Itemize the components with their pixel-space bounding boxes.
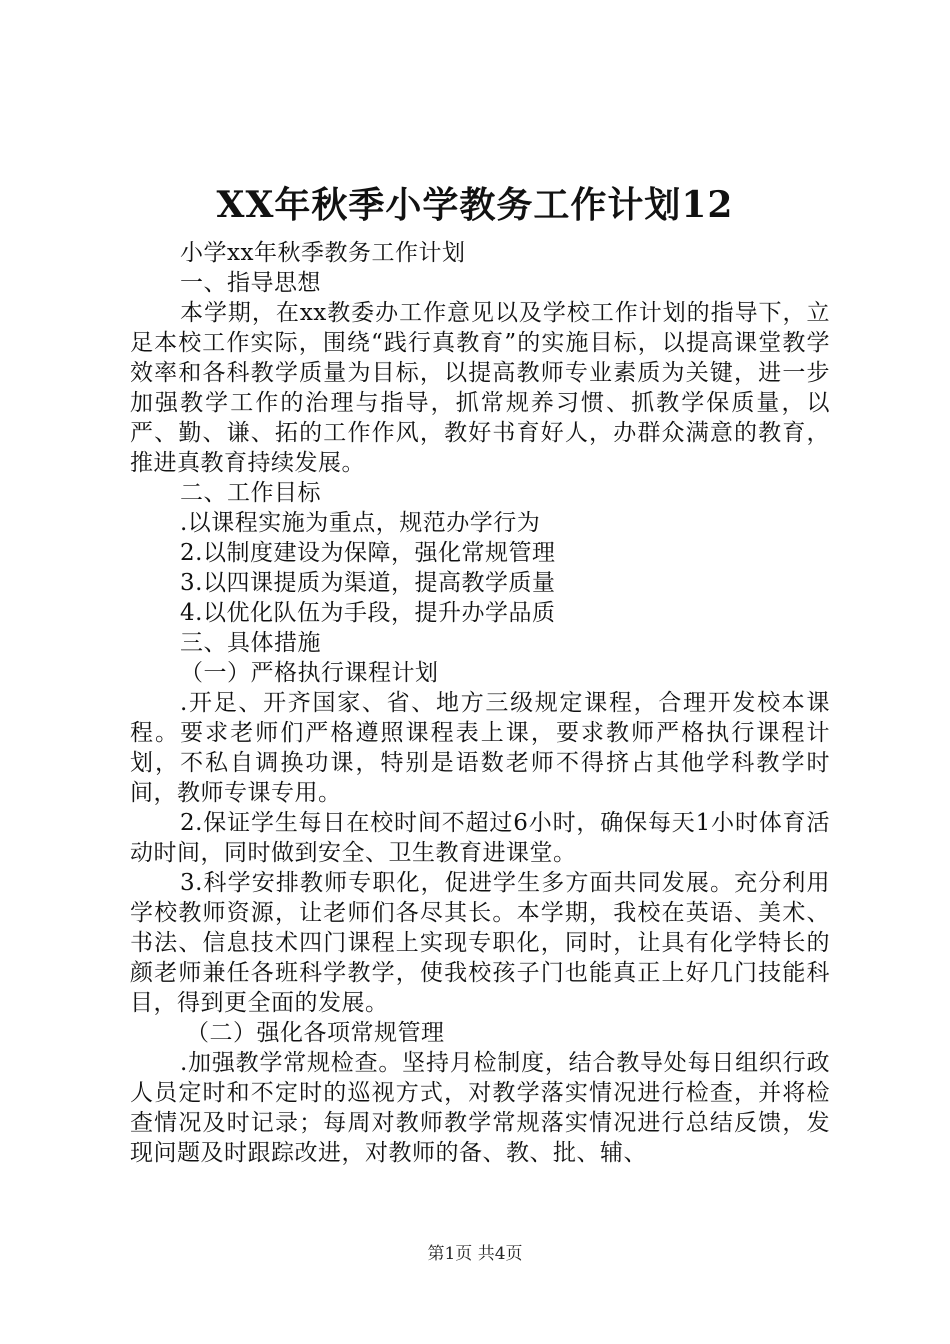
subsection-heading-2: （二）强化各项常规管理 [186, 1020, 445, 1046]
goal-item-4: 4.以优化队伍为手段，提升办学品质 [180, 600, 556, 626]
page-number-footer: 第1页 共4页 [427, 1244, 523, 1264]
section-heading-1: 一、指导思想 [180, 270, 321, 296]
body-paragraph: .加强教学常规检查。坚持月检制度，结合教导处每日组织行政人员定时和不定时的巡视方式，对教学落实情况进行检查，并将检查情况及时记录；每周对教师教学常规落实情况进行总结反馈，发现问题及时跟踪改进，对教师的备、教、批、辅、 [130, 1050, 830, 1166]
goal-item-1: .以课程实施为重点，规范办学行为 [180, 510, 541, 536]
subsection-heading-1: （一）严格执行课程计划 [180, 660, 439, 686]
document-body [130, 238, 830, 1168]
body-paragraph: 3.科学安排教师专职化，促进学生多方面共同发展。充分利用学校教师资源，让老师们各尽其长。本学期，我校在英语、美术、书法、信息技术四门课程上实现专职化，同时，让具有化学特长的颜老师兼任各班科学教学，使我校孩子门也能真正上好几门技能科目，得到更全面的发展。 [130, 870, 830, 1016]
section-heading-2: 二、工作目标 [180, 480, 321, 506]
body-paragraph: 2.保证学生每日在校时间不超过6小时，确保每天1小时体育活动时间，同时做到安全、卫生教育进课堂。 [130, 810, 830, 866]
goal-item-3: 3.以四课提质为渠道，提高教学质量 [180, 570, 556, 596]
body-paragraph: .开足、开齐国家、省、地方三级规定课程，合理开发校本课程。要求老师们严格遵照课程表上课，要求教师严格执行课程计划，不私自调换功课，特别是语数老师不得挤占其他学科教学时间，教师专课专用。 [130, 690, 830, 806]
subtitle-paragraph: 小学xx年秋季教务工作计划 [180, 240, 466, 266]
goal-item-2: 2.以制度建设为保障，强化常规管理 [180, 540, 556, 566]
document-title: XX年秋季小学教务工作计划12 [216, 184, 734, 226]
body-paragraph: 本学期，在xx教委办工作意见以及学校工作计划的指导下，立足本校工作实际，围绕“践行真教育”的实施目标，以提高课堂教学效率和各科教学质量为目标，以提高教师专业素质为关键，进一步加强教学工作的治理与指导，抓常规养习惯、抓教学保质量，以严、勤、谦、拓的工作作风，教好书育好人，办群众满意的教育，推进真教育持续发展。 [130, 300, 830, 476]
section-heading-3: 三、具体措施 [180, 630, 321, 656]
